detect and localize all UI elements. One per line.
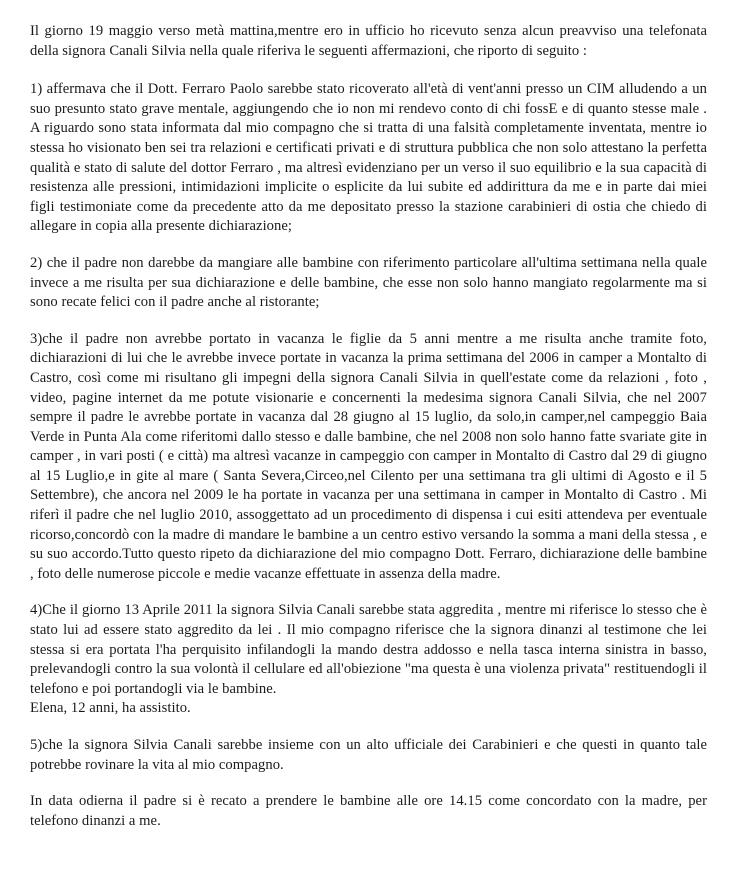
- intro-paragraph: Il giorno 19 maggio verso metà mattina,mentre ero in ufficio ho ricevuto senza alcun preavviso una telefonata della signora Canali Silvia nella quale riferiva le seguenti affermazioni, che riporto di seguito :: [30, 23, 707, 59]
- point-2-paragraph: 2) che il padre non darebbe da mangiare alle bambine con riferimento particolare all'ultima settimana nella quale invece a me risulta per sua dichiarazione e delle bambine, che esse non solo hanno mangiato regolarmente ma si sono recate felici con il padre anche al ristorante;: [30, 254, 707, 311]
- point-1-paragraph: 1) affermava che il Dott. Ferraro Paolo sarebbe stato ricoverato all'età di vent'anni presso un CIM alludendo a un suo presunto stato grave mentale, aggiungendo che io non mi rendevo conto di chi fossE e di quanto stesse male . A riguardo sono stata informata dal mio compagno che si tratta di una falsità completamente inventata, mentre io stessa ho visionato ben sei tra relazioni e certificati privati e di struttura pubblica che non solo attestano la perfetta qualità e stato di salute del dottor Ferraro , ma altresì evidenziano per un verso il suo equilibrio e la sua capacità di resistenza alle pressioni, intimidazioni implicite o esplicite da lui subite ed addirittura da me e in parte dai miei figli testimoniate come da precedente atto da me depositato presso la stazione carabinieri di ostia che chiedo di allegare in copia alla presente dichiarazione;: [30, 81, 707, 235]
- paragraph-spacer: [30, 237, 707, 254]
- paragraph-spacer: [30, 313, 707, 330]
- paragraph-spacer: [30, 584, 707, 601]
- paragraph-spacer: [30, 61, 707, 80]
- point-4-paragraph: 4)Che il giorno 13 Aprile 2011 la signora Silvia Canali sarebbe stata aggredita , mentre mi riferisce lo stesso che è stato lui ad essere stato aggredito da lei . Il mio compagno riferisce che la signora dinanzi al testimone che lei stessa si era portata l'ha perquisito infilandogli la mando destra addosso e nella tasca interna sinistra in basso, prelevandogli contro la sua volontà il cellulare ed all'obiezione "ma questa è una violenza privata" restituendogli il telefono e poi portandogli via le bambine.: [30, 602, 707, 697]
- closing-paragraph: In data odierna il padre si è recato a prendere le bambine alle ore 14.15 come concordato con la madre, per telefono dinanzi a me.: [30, 793, 707, 829]
- point-5-paragraph: 5)che la signora Silvia Canali sarebbe insieme con un alto ufficiale dei Carabinieri e che questi in quanto tale potrebbe rovinare la vita al mio compagno.: [30, 737, 707, 773]
- paragraph-spacer: [30, 719, 707, 736]
- point-4-witness-line: Elena, 12 anni, ha assistito.: [30, 700, 191, 717]
- paragraph-spacer: [30, 775, 707, 792]
- point-3-paragraph: 3)che il padre non avrebbe portato in vacanza le figlie da 5 anni mentre a me risulta anche tramite foto, dichiarazioni di lui che le avrebbe invece portate in vacanza la prima settimana del 2006 in camper a Montalto di Castro, così come mi risultano gli impegni della signora Canali Silvia in quell'estate come da relazioni , foto , video, pagine internet da me potute visionarie e concernenti la medesima signora Canali Silvia, che nel 2007 sempre il padre le avrebbe portate in vacanza dal 28 giugno al 15 luglio, da solo,in camper,nel campeggio Baia Verde in Punta Ala come riferitomi dallo stesso e dalle bambine, che nel 2008 non solo hanno fatte svariate gite in camper , in vari posti ( e città) ma altresì vacanze in campeggio con camper in Montalto di Castro dal 29 di giugno al 15 Luglio,e in gite al mare ( Santa Severa,Circeo,nel Cilento per una settimana tra gli ultimi di Agosto e il 5 Settembre), che ancora nel 2009 le ha portate in vacanza per una settimana in camper in Montalto di Castro . Mi riferì il padre che nel luglio 2010, assoggettato ad un procedimento di dispensa i cui esiti attendeva per eventuale ricorso,concordò con la madre di mandare le bambine a un centro estivo versando la somma a mani della stessa , e su suo accordo.Tutto questo ripeto da dichiarazione del mio compagno Dott. Ferraro, dichiarazione delle bambine , foto delle numerose piccole e medie vacanze effettuate in assenza della madre.: [30, 330, 707, 582]
